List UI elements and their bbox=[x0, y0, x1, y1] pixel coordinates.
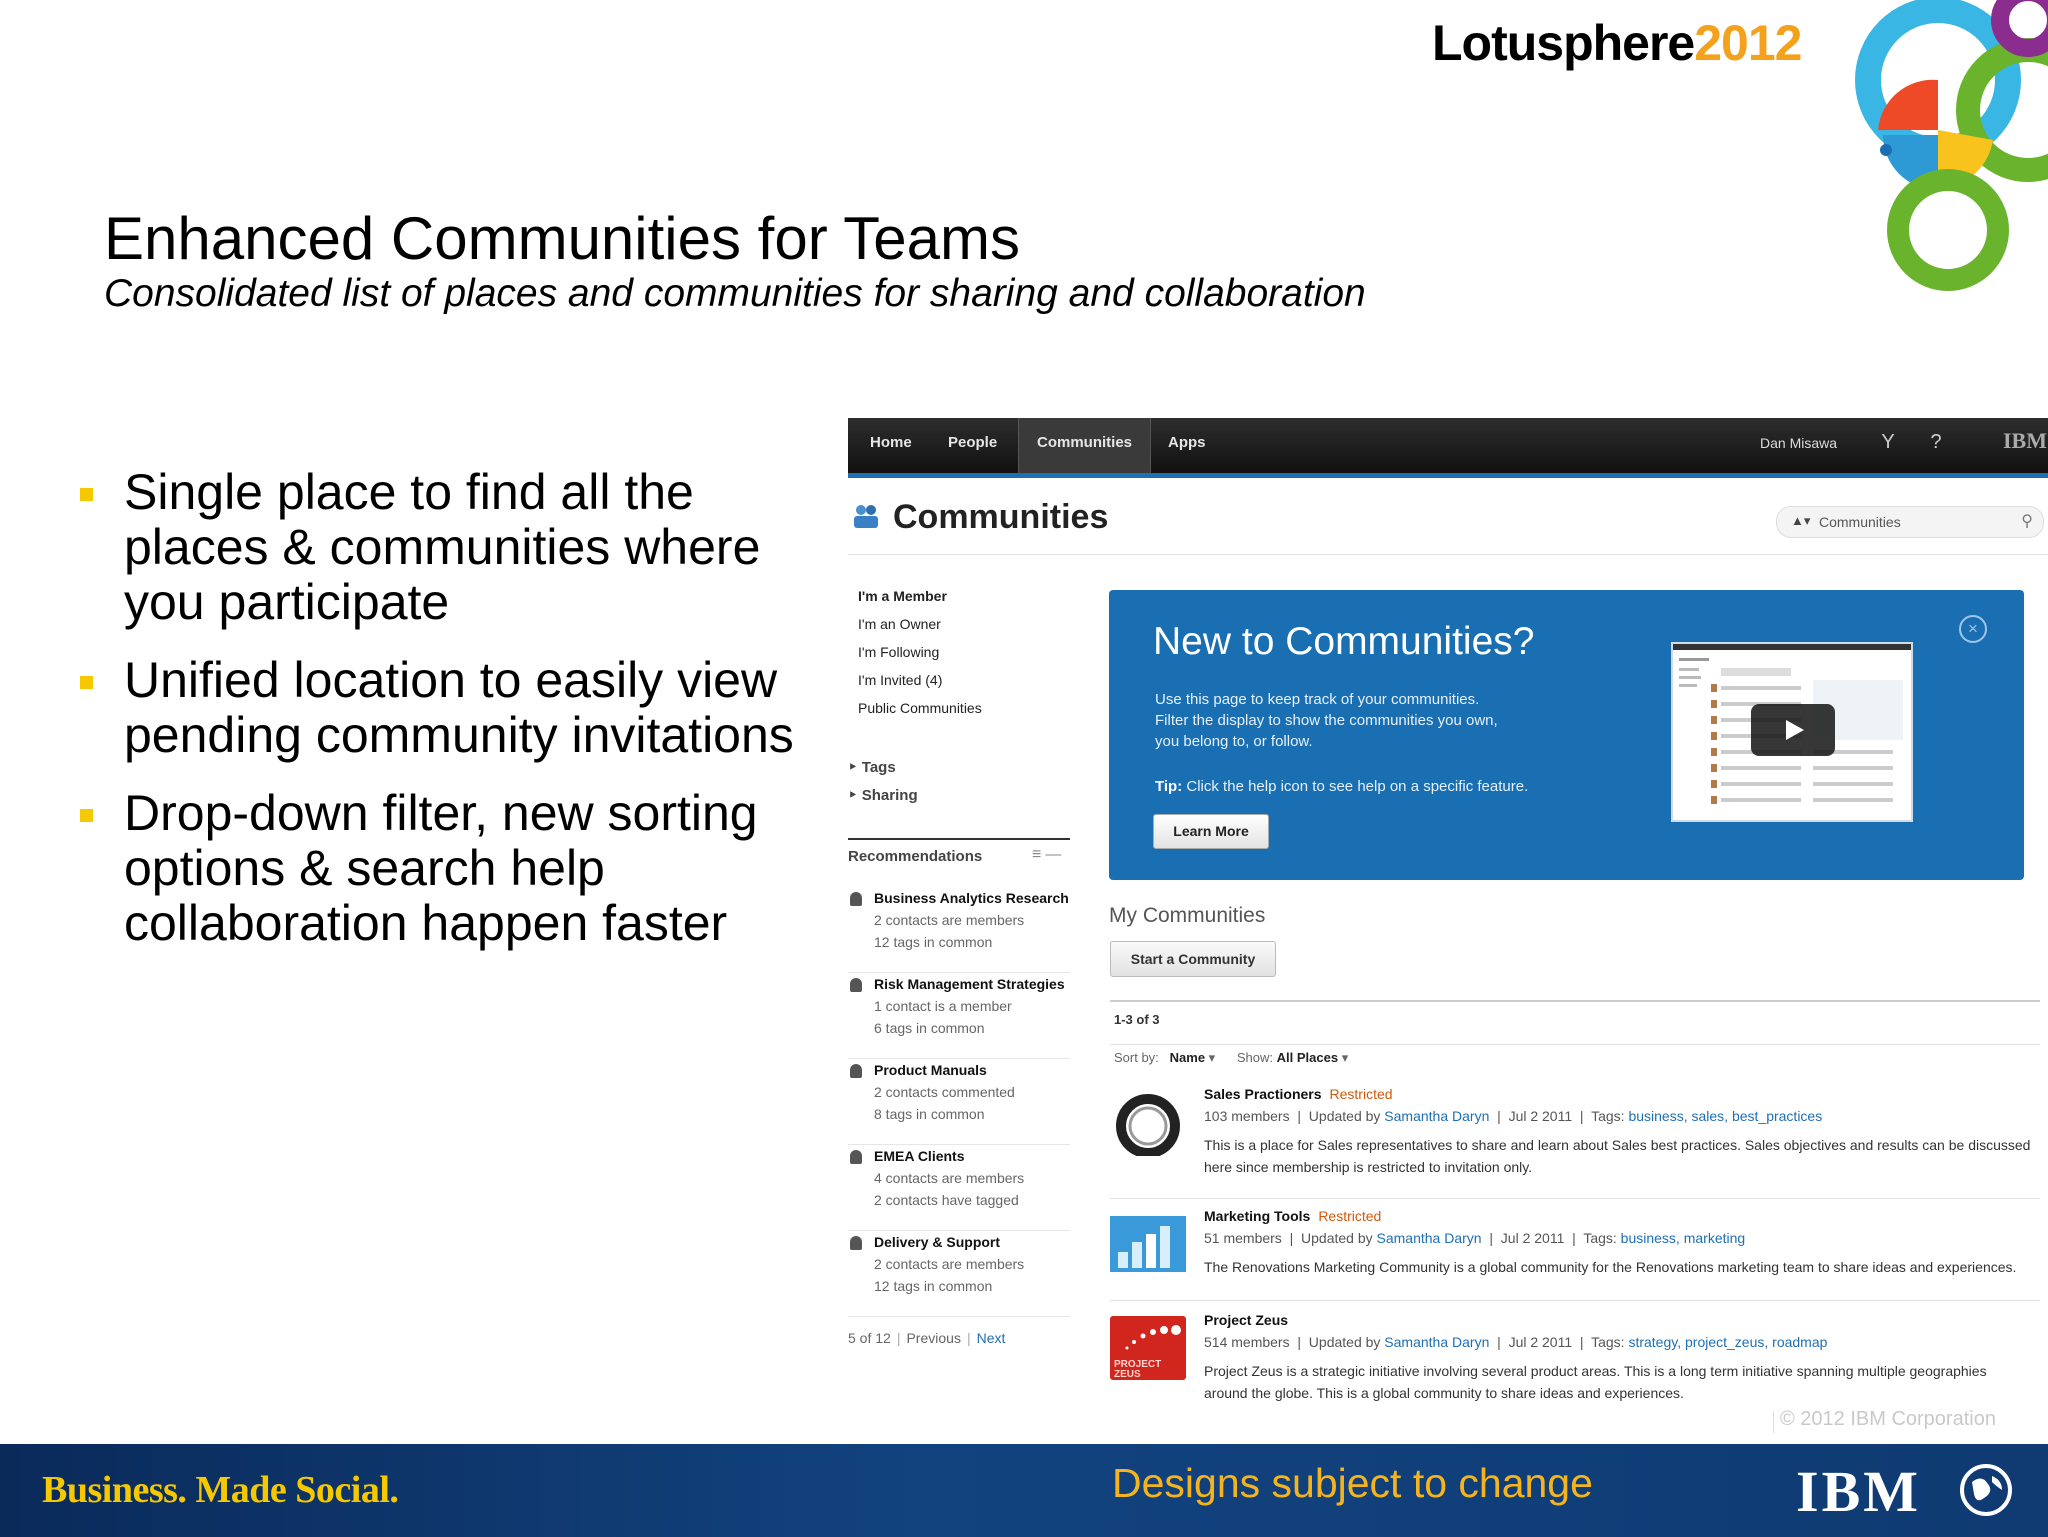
banner-tip bbox=[1155, 778, 1528, 795]
community-meta: 51 members | Updated by Samantha Daryn | Jul 2 2011 | Tags: business, marketing bbox=[1204, 1230, 1746, 1246]
tag-links[interactable]: business, sales, best_practices bbox=[1628, 1108, 1823, 1124]
logo-name: Lotusphere bbox=[1432, 15, 1695, 71]
footer-disclaimer: Designs subject to change bbox=[1112, 1460, 1593, 1506]
updated-date: Jul 2 2011 bbox=[1508, 1108, 1573, 1124]
row-divider bbox=[1110, 1198, 2040, 1199]
copyright-text: © 2012 IBM Corporation bbox=[1780, 1408, 1996, 1430]
updated-by-label: Updated by bbox=[1301, 1230, 1373, 1246]
slide-subtitle: Consolidated list of places and communities for sharing and collaboration bbox=[104, 272, 1366, 315]
section-tags[interactable] bbox=[848, 758, 896, 776]
show-filter-dropdown[interactable]: All Places bbox=[1276, 1050, 1339, 1065]
banner-text: Use this page to keep track of your communities. bbox=[1155, 691, 1480, 708]
community-meta: 514 members | Updated by Samantha Daryn | Jul 2 2011 | Tags: strategy, project_zeus, roadmap bbox=[1204, 1334, 1828, 1350]
copyright-divider bbox=[1773, 1411, 1774, 1433]
view-im-a-member[interactable]: I'm a Member bbox=[858, 588, 947, 604]
search-box[interactable] bbox=[1776, 506, 2044, 538]
recommendation-detail: 6 tags in common bbox=[874, 1020, 985, 1036]
sort-dropdown[interactable]: Name bbox=[1169, 1050, 1206, 1065]
row-divider bbox=[1110, 1300, 2040, 1301]
recommendation-detail: 1 contact is a member bbox=[874, 998, 1012, 1014]
pager-count: 5 of 12 bbox=[848, 1330, 891, 1346]
header-divider bbox=[848, 554, 2048, 555]
tags-label: Tags: bbox=[1583, 1230, 1617, 1246]
dots-arc-graphic bbox=[1110, 1316, 1186, 1356]
updated-date: Jul 2 2011 bbox=[1500, 1230, 1565, 1246]
sort-filter-bar bbox=[1114, 1050, 1348, 1066]
community-name-link[interactable]: Project Zeus bbox=[1204, 1312, 1289, 1328]
nav-apps[interactable]: Apps bbox=[1168, 434, 1206, 451]
community-description: Project Zeus is a strategic initiative involving several product areas. This is a long term initiative spanning multiple geographies around the globe. This is a global community to share ideas and experiences. bbox=[1204, 1363, 1987, 1401]
list-divider bbox=[1110, 1000, 2040, 1002]
banner-text: Filter the display to show the communities you own, bbox=[1155, 712, 1498, 729]
community-icon bbox=[850, 978, 862, 992]
welcome-banner bbox=[1109, 590, 2024, 880]
view-im-invited[interactable]: I'm Invited (4) bbox=[858, 672, 943, 688]
learn-more-button[interactable]: Learn More bbox=[1153, 814, 1269, 849]
community-logo-project-zeus bbox=[1110, 1316, 1186, 1380]
recommendation-name[interactable]: Product Manuals bbox=[874, 1062, 987, 1078]
view-im-following[interactable]: I'm Following bbox=[858, 644, 940, 660]
restricted-badge: Restricted bbox=[1329, 1086, 1393, 1102]
sort-label: Sort by: bbox=[1114, 1050, 1159, 1065]
show-label: Show: bbox=[1236, 1050, 1274, 1065]
footer-tagline: Business. Made Social. bbox=[42, 1469, 399, 1511]
community-meta: 103 members | Updated by Samantha Daryn | Jul 2 2011 | Tags: business, sales, best_practices bbox=[1204, 1108, 1823, 1124]
community-logo-chart bbox=[1110, 1212, 1186, 1276]
section-sharing-label: Sharing bbox=[861, 787, 918, 804]
search-scope-label: Communities bbox=[1819, 514, 1901, 530]
top-navigation-bar bbox=[848, 418, 2048, 478]
recommendation-name[interactable]: EMEA Clients bbox=[874, 1148, 965, 1164]
community-name-link[interactable]: Sales Practioners bbox=[1204, 1086, 1322, 1102]
chevron-down-icon[interactable]: ▾ bbox=[1338, 1050, 1349, 1065]
bullet-item bbox=[76, 786, 816, 951]
community-icon bbox=[850, 1236, 862, 1250]
bullet-list bbox=[76, 465, 816, 974]
member-count: 514 members bbox=[1204, 1334, 1290, 1350]
recommendation-detail: 2 contacts have tagged bbox=[874, 1192, 1019, 1208]
updated-date: Jul 2 2011 bbox=[1508, 1334, 1573, 1350]
tag-links[interactable]: business, marketing bbox=[1620, 1230, 1746, 1246]
recommendation-detail: 12 tags in common bbox=[874, 934, 993, 950]
community-title bbox=[1204, 1208, 1381, 1224]
search-scope-dropdown-icon[interactable]: ▲▾ bbox=[1791, 513, 1811, 528]
share-y-icon[interactable]: Y bbox=[1881, 431, 1895, 453]
recommendation-item[interactable] bbox=[848, 1058, 1070, 1145]
bullet-square-icon bbox=[80, 488, 93, 501]
tip-text: Click the help icon to see help on a specific feature. bbox=[1186, 778, 1529, 795]
bullet-text: Unified location to easily view pending community invitations bbox=[124, 652, 794, 763]
bullet-item bbox=[76, 653, 816, 763]
member-count: 51 members bbox=[1204, 1230, 1282, 1246]
view-im-an-owner[interactable]: I'm an Owner bbox=[858, 616, 941, 632]
recommendations-menu-icon[interactable]: ≡— bbox=[1032, 846, 1066, 863]
updated-by-label: Updated by bbox=[1308, 1108, 1381, 1124]
expand-arrow-icon: ‣ bbox=[848, 787, 862, 804]
community-icon bbox=[850, 892, 862, 906]
chevron-down-icon[interactable]: ▾ bbox=[1205, 1050, 1216, 1065]
view-public-communities[interactable]: Public Communities bbox=[858, 700, 982, 716]
recommendations-divider bbox=[848, 838, 1070, 840]
restricted-badge: Restricted bbox=[1318, 1208, 1382, 1224]
recommendation-name[interactable]: Business Analytics Research bbox=[874, 890, 1069, 906]
sort-divider bbox=[1110, 1044, 2040, 1045]
updated-by-label: Updated by bbox=[1308, 1334, 1381, 1350]
bullet-item bbox=[76, 465, 816, 630]
page-title: Communities bbox=[893, 498, 1109, 536]
community-icon bbox=[850, 1150, 862, 1164]
logo-caption: PROJECT ZEUS bbox=[1114, 1359, 1162, 1380]
recommendations-title: Recommendations bbox=[848, 848, 983, 865]
recommendation-name[interactable]: Risk Management Strategies bbox=[874, 976, 1065, 992]
tags-label: Tags: bbox=[1591, 1334, 1625, 1350]
globe-icon bbox=[1958, 1462, 2014, 1518]
community-logo-ring bbox=[1110, 1092, 1186, 1156]
user-name-menu[interactable]: Dan Misawa bbox=[1760, 435, 1838, 451]
recommendations-pager: 5 of 12 | Previous | Next bbox=[848, 1330, 1006, 1346]
close-icon[interactable]: × bbox=[1959, 615, 1987, 643]
bullet-text: Single place to find all the places & communities where you participate bbox=[124, 464, 761, 630]
lotusphere-swirl-graphic bbox=[1788, 0, 2048, 300]
bullet-square-icon bbox=[80, 809, 93, 822]
updated-by-link[interactable]: Samantha Daryn bbox=[1384, 1334, 1490, 1350]
banner-title: New to Communities? bbox=[1153, 620, 1535, 663]
community-title bbox=[1204, 1312, 1288, 1328]
lotusphere-logo bbox=[1432, 14, 1801, 72]
help-icon[interactable]: ? bbox=[1930, 431, 1942, 453]
tags-label: Tags: bbox=[1591, 1108, 1625, 1124]
recommendation-item[interactable] bbox=[848, 1230, 1070, 1317]
community-title bbox=[1204, 1086, 1393, 1102]
recommendation-item[interactable] bbox=[848, 972, 1070, 1059]
community-name-link[interactable]: Marketing Tools bbox=[1204, 1208, 1311, 1224]
updated-by-link[interactable]: Samantha Daryn bbox=[1376, 1230, 1482, 1246]
bullet-square-icon bbox=[80, 676, 93, 689]
recommendation-detail: 2 contacts are members bbox=[874, 1256, 1025, 1272]
nav-communities[interactable]: Communities bbox=[1018, 418, 1151, 473]
recommendation-item[interactable] bbox=[848, 1144, 1070, 1231]
expand-arrow-icon: ‣ bbox=[848, 759, 862, 776]
nav-home[interactable]: Home bbox=[870, 434, 912, 451]
updated-by-link[interactable]: Samantha Daryn bbox=[1384, 1108, 1490, 1124]
pager-next[interactable]: Next bbox=[976, 1330, 1006, 1346]
communities-app-screenshot bbox=[848, 418, 2048, 1418]
recommendation-detail: 2 contacts are members bbox=[874, 912, 1025, 928]
communities-people-icon bbox=[852, 504, 880, 528]
recommendation-detail: 12 tags in common bbox=[874, 1278, 993, 1294]
recommendation-detail: 8 tags in common bbox=[874, 1106, 985, 1122]
ibm-nav-logo: IBM bbox=[2003, 428, 2047, 453]
bullet-text: Drop-down filter, new sorting options & search help collaboration happen faster bbox=[124, 785, 758, 951]
result-count: 1-3 of 3 bbox=[1114, 1012, 1160, 1027]
search-icon[interactable]: ⚲ bbox=[2021, 513, 2033, 530]
pager-previous[interactable]: Previous bbox=[906, 1330, 961, 1346]
section-sharing[interactable] bbox=[848, 786, 918, 804]
logo-year: 2012 bbox=[1694, 15, 1802, 71]
slide-footer bbox=[0, 1444, 2048, 1537]
community-description: This is a place for Sales representatives to share and learn about Sales best practices. Sales objectives and results can be discussed here since membership is restricted to invitation only. bbox=[1204, 1137, 2031, 1175]
play-icon[interactable] bbox=[1751, 704, 1835, 756]
tutorial-video-thumbnail[interactable] bbox=[1671, 642, 1913, 822]
recommendation-item[interactable] bbox=[848, 886, 1070, 973]
banner-text: you belong to, or follow. bbox=[1155, 733, 1313, 750]
community-icon bbox=[850, 1064, 862, 1078]
start-community-button[interactable]: Start a Community bbox=[1110, 941, 1276, 977]
nav-people[interactable]: People bbox=[948, 434, 998, 451]
recommendation-detail: 2 contacts commented bbox=[874, 1084, 1015, 1100]
ibm-logo: IBM bbox=[1796, 1459, 1921, 1524]
member-count: 103 members bbox=[1204, 1108, 1290, 1124]
recommendation-name[interactable]: Delivery & Support bbox=[874, 1234, 1001, 1250]
my-communities-title: My Communities bbox=[1109, 904, 1266, 927]
recommendation-detail: 4 contacts are members bbox=[874, 1170, 1025, 1186]
tip-label: Tip: bbox=[1155, 778, 1183, 795]
community-description: The Renovations Marketing Community is a global community for the Renovations marketing team to share ideas and experiences. bbox=[1204, 1259, 2017, 1275]
slide-title: Enhanced Communities for Teams bbox=[104, 205, 1020, 272]
tag-links[interactable]: strategy, project_zeus, roadmap bbox=[1628, 1334, 1828, 1350]
section-tags-label: Tags bbox=[861, 759, 896, 776]
